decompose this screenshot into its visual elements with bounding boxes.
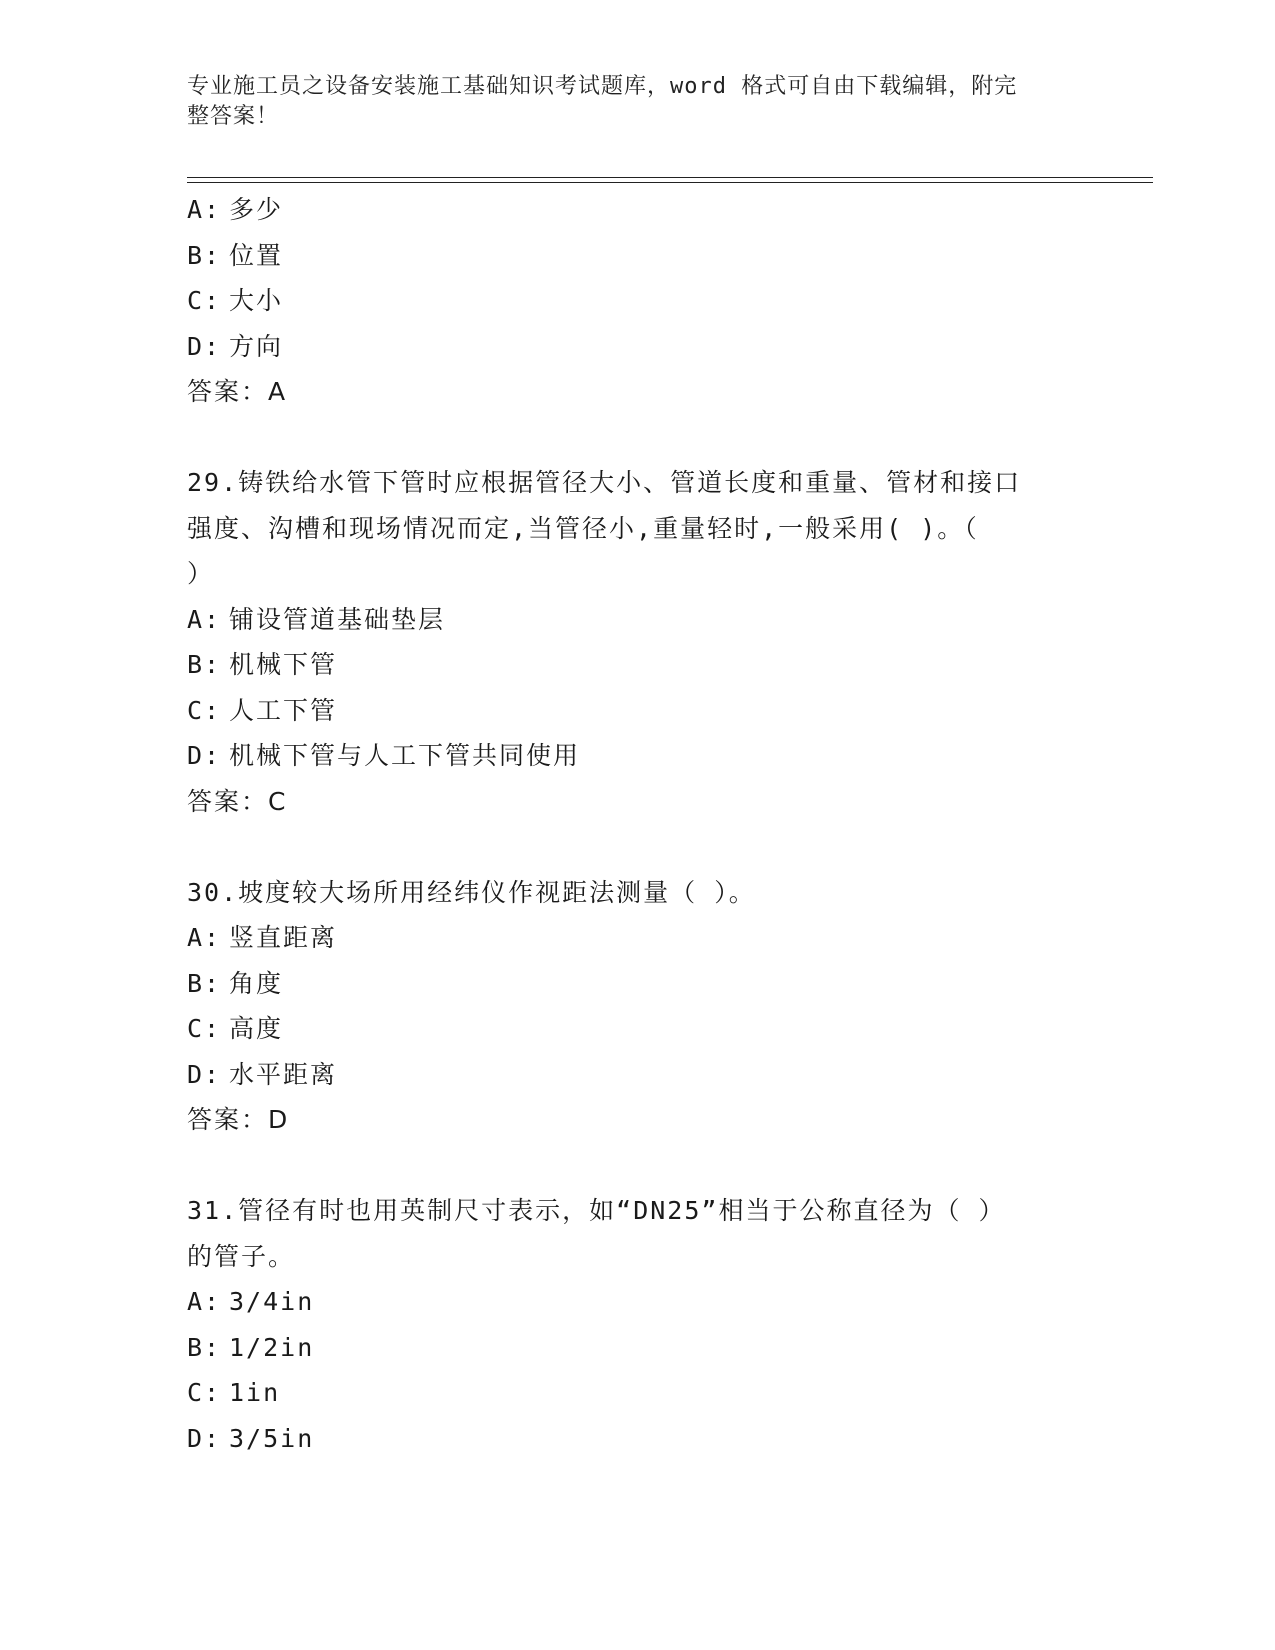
answer-line: 答案：D <box>187 1105 290 1134</box>
answer-line: 答案：A <box>187 377 288 406</box>
header-divider-top <box>187 177 1153 178</box>
question-text-line: 强度、沟槽和现场情况而定,当管径小,重量轻时,一般采用( )。（ <box>187 513 979 543</box>
option-b: B: 1/2in <box>187 1332 315 1362</box>
option-d: D: 3/5in <box>187 1423 315 1453</box>
option-d: D: 方向 <box>187 331 284 361</box>
option-c: C: 人工下管 <box>187 695 338 725</box>
option-c: C: 高度 <box>187 1014 284 1043</box>
question-30 <box>187 870 1087 1143</box>
option-b: B: 机械下管 <box>187 650 338 679</box>
spacer <box>187 415 1087 461</box>
question-text-line: 的管子。 <box>187 1241 296 1271</box>
answer-line: 答案：C <box>187 786 288 816</box>
spacer <box>187 1143 1087 1189</box>
option-a: A: 3/4in <box>187 1287 315 1316</box>
option-a: A: 多少 <box>187 195 284 224</box>
document-header <box>187 72 1067 132</box>
question-text-line: 31.管径有时也用英制尺寸表示，如“DN25”相当于公称直径为（ ） <box>187 1196 1006 1225</box>
question-28 <box>187 187 1087 415</box>
spacer <box>187 824 1087 870</box>
option-a: A: 竖直距离 <box>187 923 338 952</box>
question-list <box>187 187 1087 1461</box>
option-d: D: 水平距离 <box>187 1059 338 1089</box>
header-line-1: 专业施工员之设备安装施工基础知识考试题库，word 格式可自由下载编辑，附完 <box>187 74 1018 99</box>
option-c: C: 大小 <box>187 286 284 315</box>
option-a: A: 铺设管道基础垫层 <box>187 604 446 634</box>
header-line-2: 整答案！ <box>187 104 280 129</box>
option-c: C: 1in <box>187 1378 281 1407</box>
question-text-line: 30.坡度较大场所用经纬仪作视距法测量（ ）。 <box>187 877 756 907</box>
option-b: B: 角度 <box>187 968 284 998</box>
question-text-line: ） <box>187 559 215 588</box>
option-d: D: 机械下管与人工下管共同使用 <box>187 741 581 770</box>
question-text-line: 29.铸铁给水管下管时应根据管径大小、管道长度和重量、管材和接口 <box>187 468 1022 497</box>
option-b: B: 位置 <box>187 240 284 270</box>
header-divider-bottom <box>187 182 1153 183</box>
question-31 <box>187 1188 1087 1461</box>
question-29 <box>187 460 1087 824</box>
